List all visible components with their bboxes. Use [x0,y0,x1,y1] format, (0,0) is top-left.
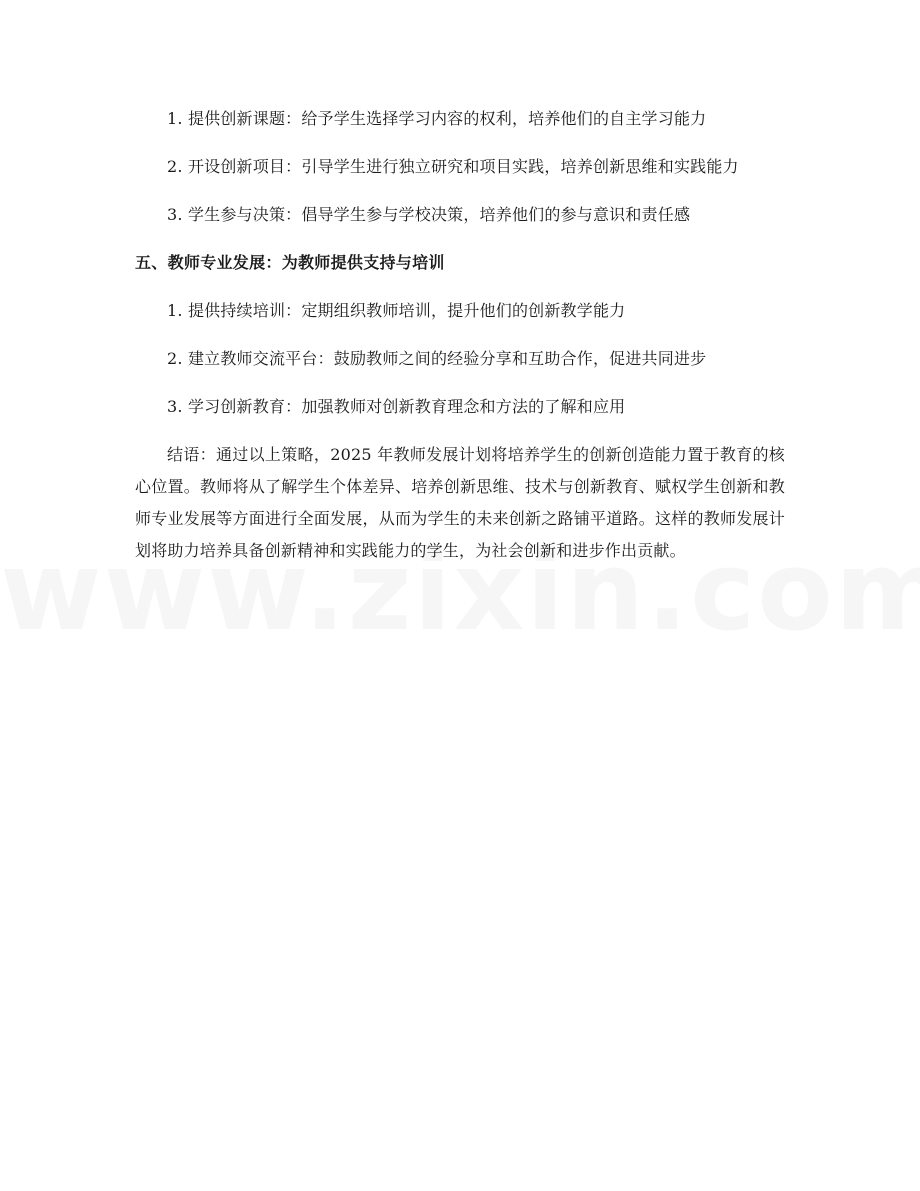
list-item: 2. 建立教师交流平台：鼓励教师之间的经验分享和互助合作，促进共同进步 [167,349,707,368]
conclusion-paragraph: 结语：通过以上策略，2025 年教师发展计划将培养学生的创新创造能力置于教育的核心位置。教师将从了解学生个体差异、培养创新思维、技术与创新教育、赋权学生创新和教师专业发展等方面进行全面发展，从而为学生的未来创新之路铺平道路。这样的教师发展计划将助力培养具备创新精神和实践能力的学生，为社会创新和进步作出贡献。 [135,445,785,560]
list-item: 2. 开设创新项目：引导学生进行独立研究和项目实践，培养创新思维和实践能力 [167,157,739,176]
section-heading: 五、教师专业发展：为教师提供支持与培训 [135,253,445,272]
list-item: 3. 学生参与决策：倡导学生参与学校决策，培养他们的参与意识和责任感 [167,205,691,224]
list-item: 3. 学习创新教育：加强教师对创新教育理念和方法的了解和应用 [167,397,626,416]
list-item: 1. 提供持续培训：定期组织教师培训，提升他们的创新教学能力 [167,301,626,320]
list-item: 1. 提供创新课题：给予学生选择学习内容的权利，培养他们的自主学习能力 [167,109,707,128]
document-body [135,103,785,567]
